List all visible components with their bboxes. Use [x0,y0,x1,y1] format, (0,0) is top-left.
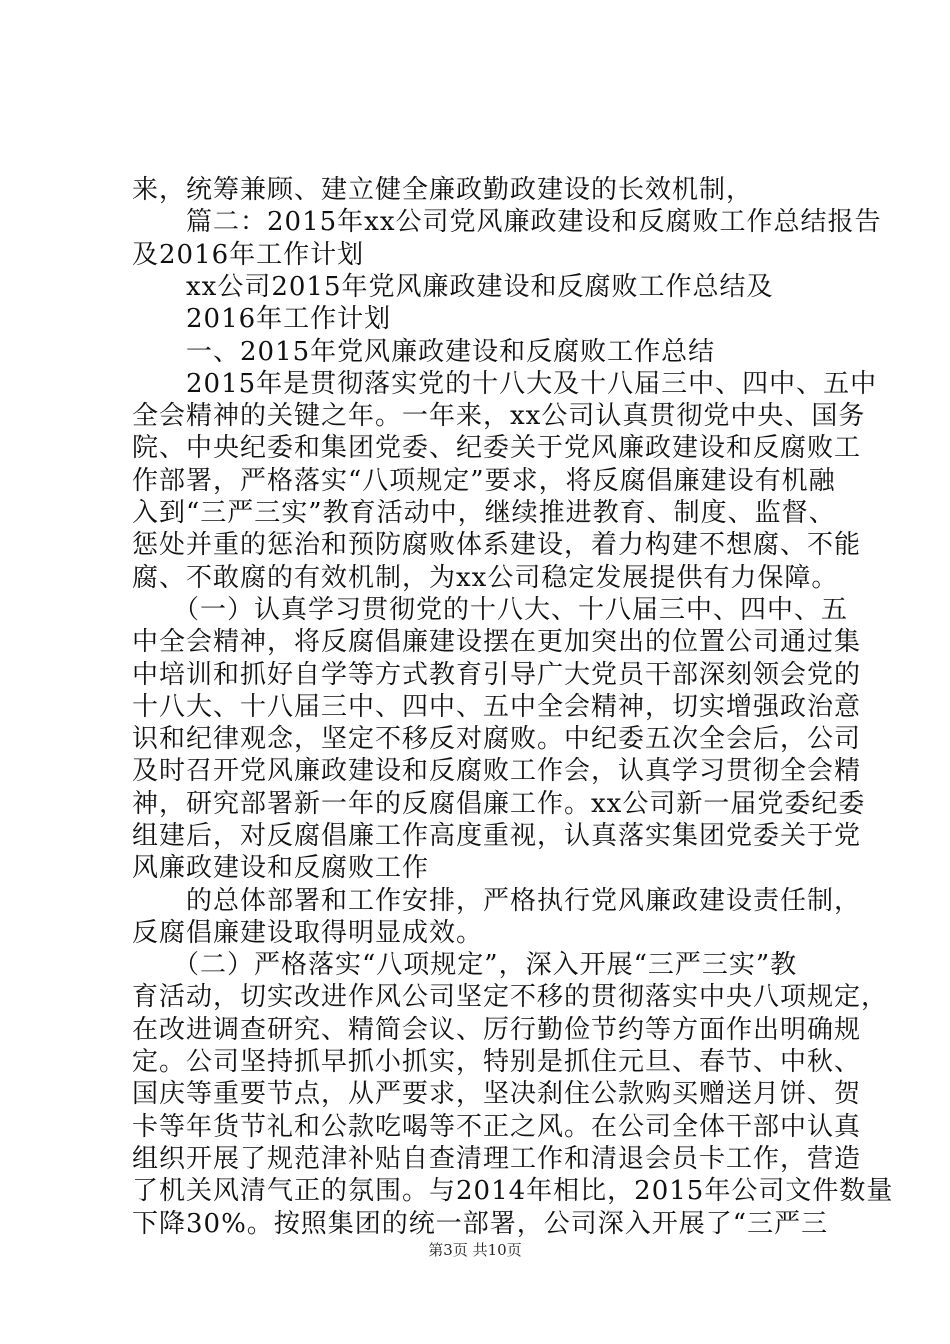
text-line: 卡等年货节礼和公款吃喝等不正之风。在公司全体干部中认真 [132,1112,862,1142]
text-line: 2015年是贯彻落实党的十八大及十八届三中、四中、五中 [132,369,878,399]
text-line: 中培训和抓好自学等方式教育引导广大党员干部深刻领会党的 [132,660,862,690]
text-line: 下降30%。按照集团的统一部署，公司深入开展了“三严三 [132,1209,829,1239]
text-line: 组建后，对反腐倡廉工作高度重视，认真落实集团党委关于党 [132,821,862,851]
text-line: （二）严格落实“八项规定”，深入开展“三严三实”教 [132,950,798,980]
text-line: 定。公司坚持抓早抓小抓实，特别是抓住元旦、春节、中秋、 [132,1047,862,1077]
text-line: （一）认真学习贯彻党的十八大、十八届三中、四中、五 [132,595,849,625]
text-line: 了机关风清气正的氛围。与2014年相比，2015年公司文件数量 [132,1176,894,1206]
page-footer: 第3页 共10页 [428,1241,522,1259]
text-line: 反腐倡廉建设取得明显成效。 [132,918,484,948]
text-line: 在改进调查研究、精简会议、厉行勤俭节约等方面作出明确规 [132,1015,862,1045]
text-line: 一、2015年党风廉政建设和反腐败工作总结 [132,337,716,367]
text-line: 的总体部署和工作安排，严格执行党风廉政建设责任制， [132,886,862,916]
text-line: 神，研究部署新一年的反腐倡廉工作。xx公司新一届党委纪委 [132,789,866,819]
text-line: 作部署，严格落实“八项规定”要求，将反腐倡廉建设有机融 [132,466,836,496]
text-line: 入到“三严三实”教育活动中，继续推进教育、制度、监督、 [132,498,836,528]
text-line: 来，统筹兼顾、建立健全廉政勤政建设的长效机制， [132,175,754,205]
text-line: 风廉政建设和反腐败工作 [132,853,430,883]
text-line: 及2016年工作计划 [132,240,365,270]
text-line: 育活动，切实改进作风公司坚定不移的贯彻落实中央八项规定， [132,982,889,1012]
text-line: 篇二：2015年xx公司党风廉政建设和反腐败工作总结报告 [132,207,882,237]
text-line: xx公司2015年党风廉政建设和反腐败工作总结及 [132,272,774,302]
text-line: 院、中央纪委和集团党委、纪委关于党风廉政建设和反腐败工 [132,433,862,463]
text-line: 十八大、十八届三中、四中、五中全会精神，切实增强政治意 [132,692,862,722]
text-line: 及时召开党风廉政建设和反腐败工作会，认真学习贯彻全会精 [132,756,862,786]
text-line: 识和纪律观念，坚定不移反对腐败。中纪委五次全会后，公司 [132,724,862,754]
text-line: 惩处并重的惩治和预防腐败体系建设，着力构建不想腐、不能 [132,530,862,560]
text-line: 中全会精神，将反腐倡廉建设摆在更加突出的位置公司通过集 [132,627,862,657]
text-line: 腐、不敢腐的有效机制，为xx公司稳定发展提供有力保障。 [132,563,839,593]
text-line: 组织开展了规范津补贴自查清理工作和清退会员卡工作，营造 [132,1144,862,1174]
text-line: 国庆等重要节点，从严要求，坚决刹住公款购买赠送月饼、贺 [132,1079,862,1109]
text-line: 全会精神的关键之年。一年来，xx公司认真贯彻党中央、国务 [132,401,866,431]
text-line: 2016年工作计划 [132,304,392,334]
